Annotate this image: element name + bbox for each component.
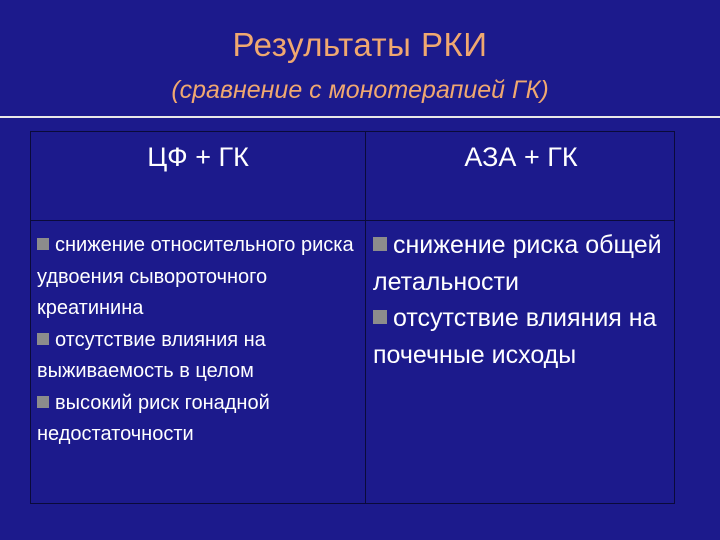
aza-gk-findings — [373, 227, 673, 373]
column-divider — [365, 132, 366, 503]
comparison-table — [30, 131, 675, 504]
list-item — [37, 388, 363, 451]
cf-gk-findings — [37, 230, 363, 451]
list-item — [373, 300, 673, 373]
list-item — [373, 227, 673, 300]
list-item-text: высокий риск гонадной недостаточности — [37, 391, 270, 445]
list-item — [37, 325, 363, 388]
list-item-text: отсутствие влияния на почечные исходы — [373, 304, 657, 369]
list-item-text: снижение риска общей летальности — [373, 231, 662, 296]
slide-title: Результаты РКИ — [232, 26, 488, 63]
square-bullet-icon — [37, 333, 49, 345]
list-item-text: снижение относительного риска удвоения сывороточного креатинина — [37, 234, 354, 319]
list-item-text: отсутствие влияния на выживаемость в целом — [37, 328, 266, 382]
square-bullet-icon — [373, 237, 387, 251]
slide-subtitle: (сравнение с монотерапией ГК) — [171, 76, 549, 104]
title-divider — [0, 116, 720, 118]
header-divider — [31, 220, 674, 221]
square-bullet-icon — [373, 310, 387, 324]
column-header-cf-gk: ЦФ + ГК — [147, 142, 249, 172]
list-item — [37, 230, 363, 325]
square-bullet-icon — [37, 238, 49, 250]
square-bullet-icon — [37, 396, 49, 408]
column-header-aza-gk: АЗА + ГК — [464, 142, 578, 172]
